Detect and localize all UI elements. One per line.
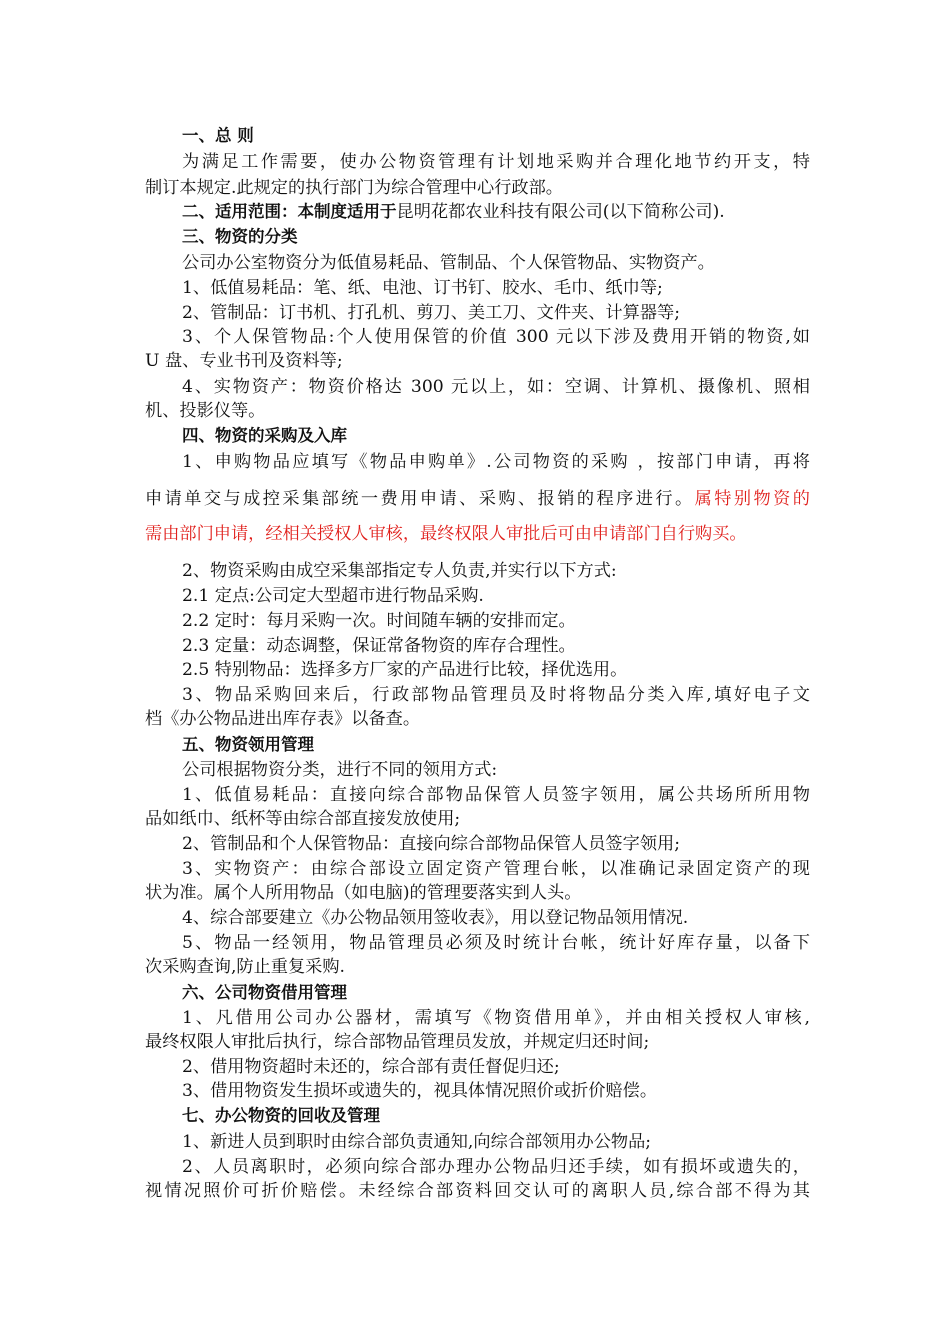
section-3-item-4-line-2: 机、投影仪等。	[145, 401, 266, 421]
section-6-heading: 六、公司物资借用管理	[182, 983, 347, 1002]
section-1-para-line-2: 制订本规定.此规定的执行部门为综合管理中心行政部。	[145, 178, 563, 198]
section-6-item-3: 3、借用物资发生损坏或遗失的，视具体情况照价或折价赔偿。	[182, 1081, 658, 1101]
section-3-item-3-line-1: 3、个人保管物品:个人使用保管的价值 300 元以下涉及费用开销的物资,如	[182, 327, 810, 347]
section-7-heading: 七、办公物资的回收及管理	[182, 1106, 380, 1125]
section-1-heading: 一、总 则	[182, 126, 254, 145]
section-2-heading-bold: 二、适用范围：本制度适用于	[182, 202, 397, 221]
section-7-item-2-line-2: 视情况照价可折价赔偿。未经综合部资料回交认可的离职人员,综合部不得为其	[145, 1181, 810, 1201]
section-5-item-1-line-1: 1、低值易耗品：直接向综合部物品保管人员签字领用，属公共场所所用物	[182, 785, 810, 805]
section-5-item-3-line-2: 状为准。属个人所用物品（如电脑)的管理要落实到人头。	[145, 883, 582, 903]
section-5-intro: 公司根据物资分类，进行不同的领用方式:	[182, 760, 498, 780]
section-2-heading-rest: 昆明花都农业科技有限公司(以下简称公司).	[396, 202, 725, 222]
section-4-item-3-line-2: 档《办公物品进出库存表》以备查。	[145, 709, 421, 729]
section-5-item-2: 2、管制品和个人保管物品：直接向综合部物品保管人员签字领用;	[182, 834, 680, 854]
section-3-heading: 三、物资的分类	[182, 227, 298, 246]
section-4-item-1-line-1: 1、申购物品应填写《物品申购单》.公司物资的采购 ，按部门申请，再将	[182, 452, 810, 472]
section-4-item-2-1: 2.1 定点:公司定大型超市进行物品采购.	[182, 586, 484, 606]
section-5-item-1-line-2: 品如纸巾、纸杯等由综合部直接发放使用;	[145, 809, 461, 829]
section-6-item-2: 2、借用物资超时未还的，综合部有责任督促归还;	[182, 1057, 560, 1077]
section-7-item-1: 1、新进人员到职时由综合部负责通知,向综合部领用办公物品;	[182, 1132, 652, 1152]
section-5-item-5-line-2: 次采购查询,防止重复采购.	[145, 957, 345, 977]
section-5-item-5-line-1: 5、物品一经领用，物品管理员必须及时统计台帐，统计好库存量，以备下	[182, 933, 810, 953]
section-6-item-1-line-1: 1、凡借用公司办公器材，需填写《物资借用单》，并由相关授权人审核,	[182, 1008, 810, 1028]
section-4-item-2-2: 2.2 定时：每月采购一次。时间随车辆的安排而定。	[182, 611, 576, 631]
section-2-heading	[182, 200, 810, 224]
section-3-item-2: 2、管制品：订书机、打孔机、剪刀、美工刀、文件夹、计算器等;	[182, 303, 680, 323]
section-6-item-1-line-2: 最终权限人审批后执行，综合部物品管理员发放，并规定归还时间;	[145, 1032, 650, 1052]
section-5-item-4: 4、综合部要建立《办公物品领用签收表》，用以登记物品领用情况.	[182, 908, 689, 928]
section-4-item-3-line-1: 3、物品采购回来后，行政部物品管理员及时将物品分类入库,填好电子文	[182, 685, 810, 705]
section-4-item-2-5: 2.5 特别物品：选择多方厂家的产品进行比较，择优选用。	[182, 660, 628, 680]
section-4-item-1-line-2	[145, 487, 810, 511]
section-3-item-4-line-1: 4、实物资产：物资价格达 300 元以上，如：空调、计算机、摄像机、照相	[182, 377, 810, 397]
section-5-heading: 五、物资领用管理	[182, 735, 314, 754]
section-5-item-3-line-1: 3、实物资产：由综合部设立固定资产管理台帐，以准确记录固定资产的现	[182, 859, 810, 879]
section-4-heading: 四、物资的采购及入库	[182, 426, 347, 445]
section-4-special-note-start: 属特别物资的	[694, 489, 810, 509]
section-3-item-3-line-2: U 盘、专业书刊及资料等;	[145, 351, 343, 371]
section-4-item-1-black: 申请单交与成控采集部统一费用申请、采购、报销的程序进行。	[145, 489, 695, 509]
section-1-para-line-1: 为满足工作需要，使办公物资管理有计划地采购并合理化地节约开支，特	[182, 152, 810, 172]
section-4-special-note: 需由部门申请，经相关授权人审核，最终权限人审批后可由申请部门自行购买。	[145, 524, 747, 544]
section-3-item-1: 1、低值易耗品：笔、纸、电池、订书钉、胶水、毛巾、纸巾等;	[182, 278, 663, 298]
section-4-item-2: 2、物资采购由成空采集部指定专人负责,并实行以下方式:	[182, 561, 617, 581]
section-3-intro: 公司办公室物资分为低值易耗品、管制品、个人保管物品、实物资产。	[182, 253, 715, 273]
section-7-item-2-line-1: 2、人员离职时，必须向综合部办理办公物品归还手续，如有损坏或遗失的，	[182, 1157, 810, 1177]
section-4-item-2-3: 2.3 定量：动态调整，保证常备物资的库存合理性。	[182, 636, 576, 656]
